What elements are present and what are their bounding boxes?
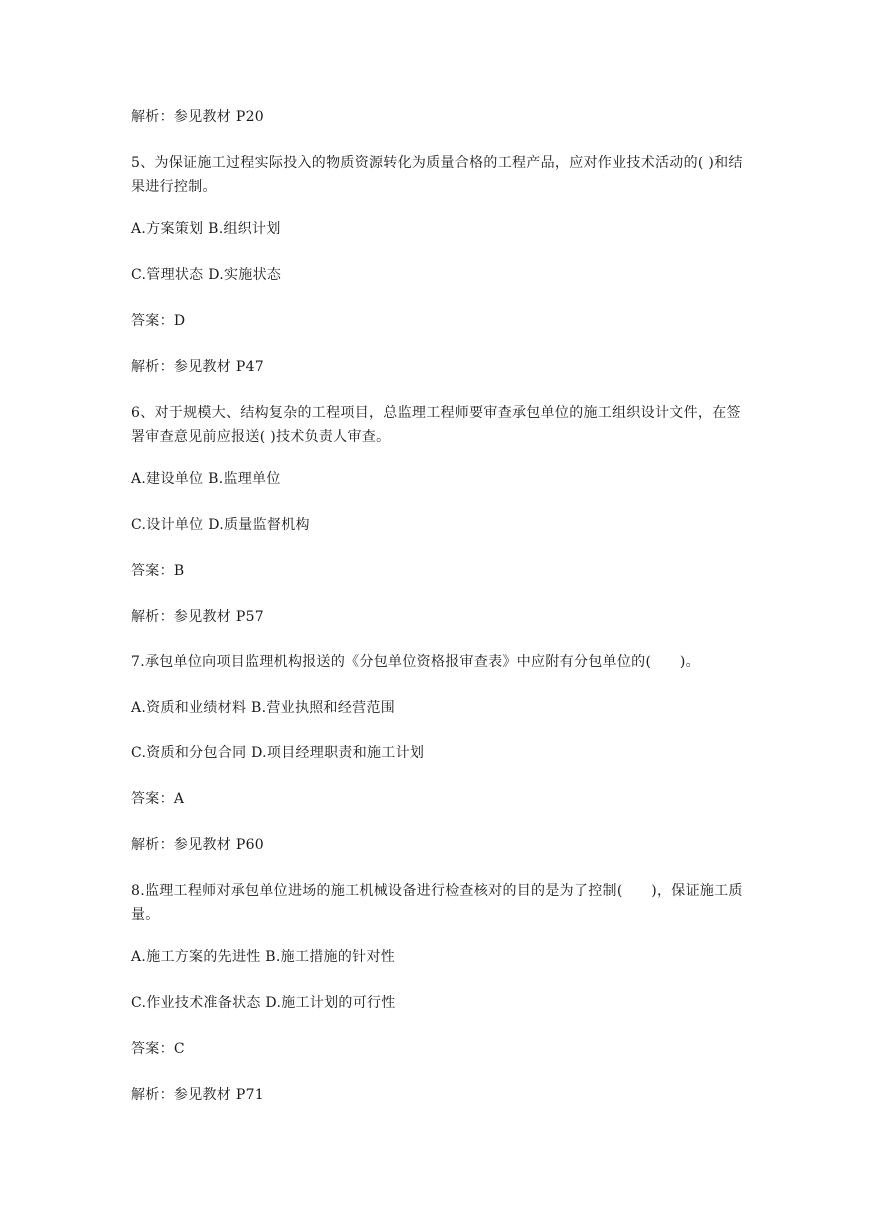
question-8-options-cd: C.作业技术准备状态 D.施工计划的可行性 (131, 995, 396, 1011)
question-6-options-ab: A.建设单位 B.监理单位 (131, 471, 281, 487)
question-8-options-ab: A.施工方案的先进性 B.施工措施的针对性 (131, 949, 396, 965)
question-5-answer: 答案：D (131, 313, 186, 329)
question-6-analysis: 解析：参见教材 P57 (131, 609, 264, 625)
question-5-text: 5、为保证施工过程实际投入的物质资源转化为质量合格的工程产品，应对作业技术活动的( )和结果进行控制。 (131, 155, 743, 195)
question-5-analysis: 解析：参见教材 P47 (131, 359, 264, 375)
question-7-options-cd: C.资质和分包合同 D.项目经理职责和施工计划 (131, 745, 425, 761)
question-7-analysis: 解析：参见教材 P60 (131, 837, 264, 853)
question-7-answer: 答案：A (131, 791, 185, 807)
question-8-text: 8.监理工程师对承包单位进场的施工机械设备进行检查核对的目的是为了控制( )，保证施工质量。 (131, 883, 743, 923)
question-5-options-cd: C.管理状态 D.实施状态 (131, 267, 282, 283)
question-6-answer: 答案：B (131, 563, 185, 579)
question-5-options-ab: A.方案策划 B.组织计划 (131, 221, 281, 237)
question-6-options-cd: C.设计单位 D.质量监督机构 (131, 517, 310, 533)
question-8-analysis: 解析：参见教材 P71 (131, 1087, 264, 1103)
question-6-text: 6、对于规模大、结构复杂的工程项目，总监理工程师要审查承包单位的施工组织设计文件，在签署审查意见前应报送( )技术负责人审查。 (131, 405, 741, 445)
analysis-text: 解析：参见教材 P20 (131, 109, 264, 125)
question-8-answer: 答案：C (131, 1041, 185, 1057)
question-7-text: 7.承包单位向项目监理机构报送的《分包单位资格报审查表》中应附有分包单位的( )。 (131, 654, 700, 670)
question-7-options-ab: A.资质和业绩材料 B.营业执照和经营范围 (131, 700, 396, 716)
